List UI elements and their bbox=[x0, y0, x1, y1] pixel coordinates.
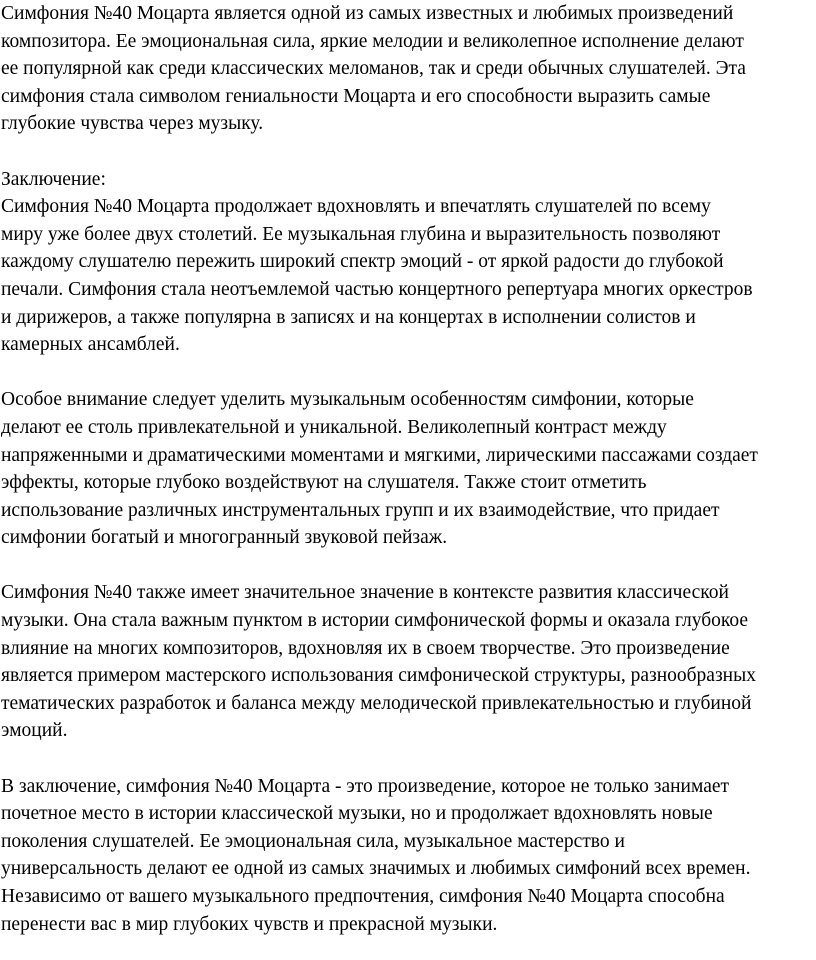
text-line: композитора. Ее эмоциональная сила, яркие мелодии и великолепное исполнение делают bbox=[1, 30, 744, 52]
text-line: использование различных инструментальных групп и их взаимодействие, что придает bbox=[1, 499, 720, 521]
text-line: тематических разработок и баланса между мелодической привлекательностью и глубиной bbox=[1, 692, 752, 714]
text-line: Независимо от вашего музыкального предпочтения, симфония №40 Моцарта способна bbox=[1, 886, 725, 907]
text-line: универсальность делают ее одной из самых значимых и любимых симфоний всех времен. bbox=[1, 858, 751, 880]
text-line: делают ее столь привлекательной и уникальной. Великолепный контраст между bbox=[1, 416, 667, 438]
text-line: является примером мастерского использования симфонической структуры, разнообразных bbox=[1, 665, 756, 687]
text-line: влияние на многих композиторов, вдохновляя их в своем творчестве. Это произведение bbox=[1, 637, 730, 659]
paragraph-gap bbox=[1, 359, 816, 387]
text-line: поколения слушателей. Ее эмоциональная сила, музыкальное мастерство и bbox=[1, 830, 625, 852]
paragraph-gap bbox=[1, 552, 816, 580]
features-paragraph bbox=[1, 386, 816, 552]
conclusion-heading: Заключение: bbox=[1, 168, 106, 190]
significance-paragraph bbox=[1, 579, 816, 745]
text-line: В заключение, симфония №40 Моцарта - это произведение, которое не только занимает bbox=[1, 775, 730, 797]
text-line: эмоций. bbox=[1, 720, 68, 742]
text-line: миру уже более двух столетий. Ее музыкальная глубина и выразительность позволяют bbox=[1, 223, 721, 245]
final-paragraph bbox=[1, 773, 816, 939]
text-line: печали. Симфония стала неотъемлемой частью концертного репертуара многих оркестров bbox=[1, 278, 753, 300]
text-line: симфония стала символом гениальности Моцарта и его способности выразить самые bbox=[1, 85, 711, 107]
text-line: камерных ансамблей. bbox=[1, 334, 180, 356]
conclusion-section bbox=[1, 166, 816, 359]
text-line: ее популярной как среди классических меломанов, так и среди обычных слушателей. Эта bbox=[1, 58, 746, 80]
text-line: Симфония №40 также имеет значительное значение в контексте развития классической bbox=[1, 582, 729, 604]
text-line: почетное место в истории классической музыки, но и продолжает вдохновлять новые bbox=[1, 803, 713, 825]
text-line: эффекты, которые глубоко воздействуют на слушателя. Также стоит отметить bbox=[1, 472, 647, 494]
paragraph-gap bbox=[1, 745, 816, 773]
text-line: каждому слушателю пережить широкий спектр эмоций - от яркой радости до глубокой bbox=[1, 251, 724, 273]
paragraph-gap bbox=[1, 138, 816, 166]
text-line: глубокие чувства через музыку. bbox=[1, 113, 264, 135]
text-line: Особое внимание следует уделить музыкальным особенностям симфонии, которые bbox=[1, 389, 694, 411]
text-line: Симфония №40 Моцарта является одной из самых известных и любимых произведений bbox=[1, 3, 734, 24]
text-line: музыки. Она стала важным пунктом в истории симфонической формы и оказала глубокое bbox=[1, 610, 749, 632]
text-line: и дирижеров, а также популярна в записях и на концертах в исполнении солистов и bbox=[1, 306, 696, 328]
text-line: симфонии богатый и многогранный звуковой пейзаж. bbox=[1, 527, 448, 549]
intro-paragraph bbox=[1, 0, 816, 138]
text-line: Симфония №40 Моцарта продолжает вдохновлять и впечатлять слушателей по всему bbox=[1, 196, 711, 218]
text-line: перенести вас в мир глубоких чувств и прекрасной музыки. bbox=[1, 913, 498, 935]
text-line: напряженными и драматическими моментами и мягкими, лирическими пассажами создает bbox=[1, 444, 758, 466]
